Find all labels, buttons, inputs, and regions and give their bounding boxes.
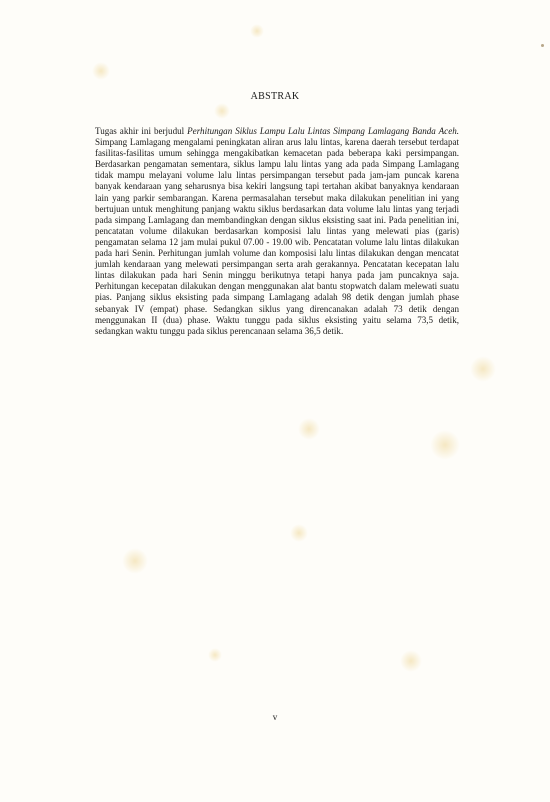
page-number: v — [272, 712, 278, 722]
paper-speck — [290, 524, 308, 542]
paper-speck — [400, 650, 422, 672]
page-title: ABSTRAK — [250, 91, 300, 102]
paper-speck — [250, 24, 264, 38]
paper-speck — [298, 418, 320, 440]
paper-speck — [430, 430, 460, 460]
scan-dot — [541, 44, 544, 47]
abstract-body: Simpang Lamlagang mengalami peningkatan aliran arus lalu lintas, karena daerah tersebut terdapat fasilitas-fasilitas umum sehingga mengakibatkan kemacetan pada beberapa kaki persimpangan. Berdasarkan pengamatan sementara, siklus lampu lalu lintas yang ada pada Simpang Lamlagang tidak mampu melayani volume lalu lintas persimpangan tersebut pada jam-jam puncak karena banyak kendaraan yang seharusnya bisa kekiri langsung tapi tertahan akibat banyaknya kendaraan lain yang parkir sembarangan. Karena permasalahan tersebut maka dilakukan penelitian ini yang bertujuan untuk menghitung panjang waktu siklus berdasarkan data volume lalu lintas yang terjadi pada simpang Lamlagang dan membandingkan dengan siklus eksisting saat ini. Pada penelitian ini, pencatatan volume dilakukan berdasarkan komposisi lalu lintas yang melewati pias (garis) pengamatan selama 12 jam mulai pukul 07.00 - 19.00 wib. Pencatatan volume lalu lintas dilakukan pada hari Senin. Perhitungan jumlah volume dan komposisi lalu lintas dilakukan dengan mencatat jumlah kendaraan yang melewati persimpangan serta arah gerakannya. Pencatatan kecepatan lalu lintas dilakukan pada hari Senin minggu berikutnya tetapi hanya pada jam puncaknya saja. Perhitungan kecepatan dilakukan dengan menggunakan alat bantu stopwatch dalam melewati suatu pias. Panjang siklus eksisting pada simpang Lamlagang adalah 98 detik dengan jumlah phase sebanyak IV (empat) phase. Sedangkan siklus yang direncanakan adalah 73 detik dengan menggunakan II (dua) phase. Waktu tunggu pada siklus eksisting yaitu selama 73,5 detik, sedangkan waktu tunggu pada siklus perencanaan selama 36,5 detik. — [95, 137, 459, 336]
paper-speck — [122, 548, 148, 574]
paper-speck — [208, 648, 222, 662]
paper-speck — [214, 103, 230, 119]
paper-speck — [92, 62, 110, 80]
abstract-lead: Tugas akhir ini berjudul — [95, 126, 188, 136]
paper-speck — [470, 356, 496, 382]
abstract-paragraph — [95, 126, 459, 337]
abstract-title: Perhitungan Siklus Lampu Lalu Lintas Simpang Lamlagang Banda Aceh. — [187, 126, 459, 136]
